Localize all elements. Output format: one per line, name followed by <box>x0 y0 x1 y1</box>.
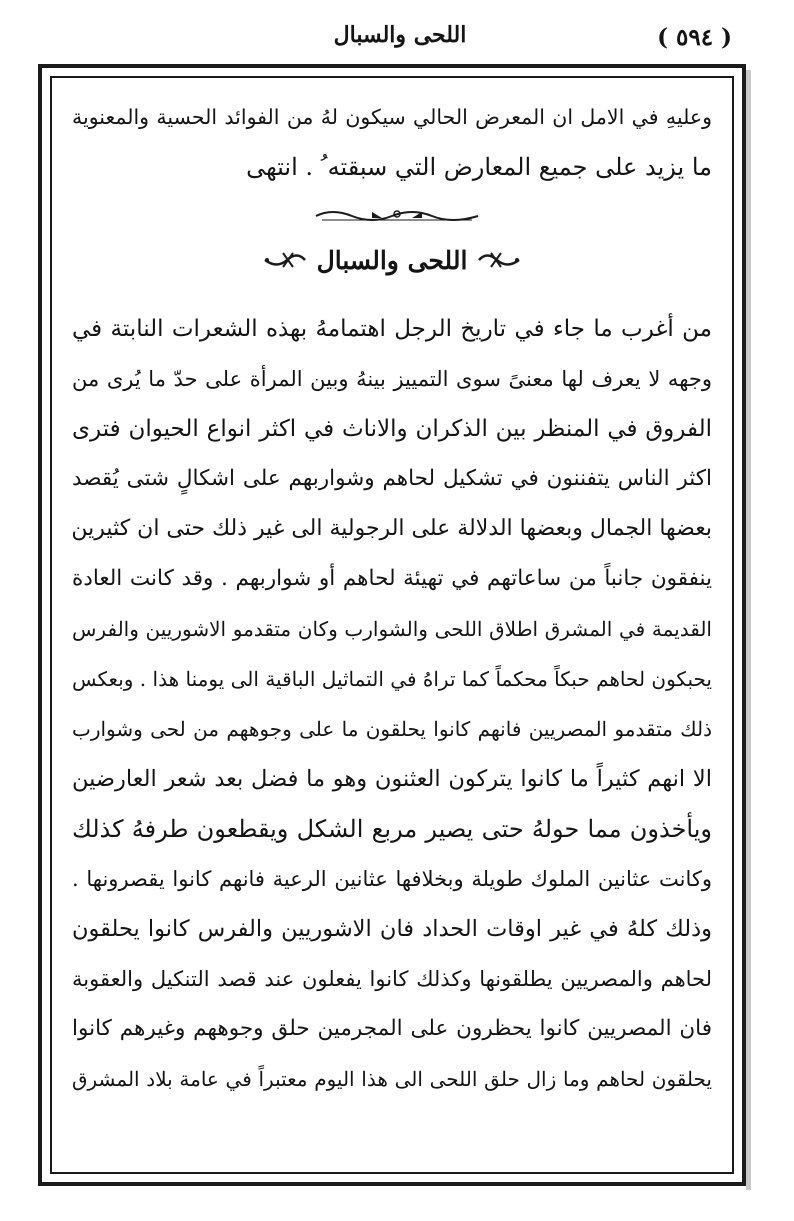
section-heading <box>72 236 712 284</box>
text-line: الفروق في المنظر بين الذكران والاناث في اكثر انواع الحيوان فترى <box>72 416 712 442</box>
flourish-right-icon <box>477 249 521 271</box>
text-line: يحلقون لحاهم وما زال حلق اللحى الى هذا اليوم معتبراً في عامة بلاد المشرق <box>72 1067 712 1091</box>
text-line: ما يزيد على جميع المعارض التي سبقته ُ . انتهى <box>246 153 712 181</box>
text-line: ينفقون جانباً من ساعاتهم في تهيئة لحاهم أو شواربهم . وقد كانت العادة <box>72 566 712 591</box>
running-title: اللحى والسبال <box>333 22 467 48</box>
text-line: لحاهم والمصريين يطلقونها وكذلك كانوا يفعلون عند قصد التنكيل والعقوبة <box>72 967 712 991</box>
text-line: من أغرب ما جاء في تاريخ الرجل اهتمامهُ بهذه الشعرات النابتة في <box>72 316 712 342</box>
text-line: الا انهم كثيراً ما كانوا يتركون العثنون وهو ما فضل بعد شعر العارضين <box>72 766 712 792</box>
running-head <box>60 14 740 58</box>
text-line: القديمة في المشرق اطلاق اللحى والشوارب وكان متقدمو الاشوريين والفرس <box>72 617 712 641</box>
page-number: ( ٥٩٤ ) <box>657 24 732 51</box>
intro-paragraph <box>72 92 712 192</box>
page-edge-shadow <box>746 70 751 1190</box>
ornament-divider-icon <box>312 206 482 226</box>
text-line: وجهه لا يعرف لها معنىً سوى التمييز بينهُ وبين المرأة على حدّ ما يُرى من <box>72 367 712 391</box>
text-line: ويأخذون مما حولهُ حتى يصير مربع الشكل ويقطعون طرفهُ كذلك <box>72 815 712 843</box>
flourish-left-icon <box>263 249 307 271</box>
text-line: وذلك كلهُ في غير اوقات الحداد فان الاشوريين والفرس كانوا يحلقون <box>72 916 712 942</box>
text-line: يحبكون لحاهم حبكاً محكماً كما تراهُ في التماثيل الباقية الى يومنا هذا . وبعكس <box>72 667 712 691</box>
text-line: فان المصريين كانوا يحظرون على المجرمين حلق وجوههم وغيرهم كانوا <box>72 1016 712 1041</box>
section-title: اللحى والسبال <box>316 245 468 275</box>
text-line: وكانت عثانين الملوك طويلة وبخلافها عثانين الرعية فانهم كانوا يقصرونها . <box>72 867 712 891</box>
body-paragraph <box>72 304 712 1104</box>
text-line: ذلك متقدمو المصريين فانهم كانوا يحلقون ما على وجوههم من لحى وشوارب <box>72 717 712 741</box>
text-line: اكثر الناس يتفننون في تشكيل لحاهم وشواربهم على اشكالٍ شتى يُقصد <box>72 466 712 491</box>
text-line: بعضها الجمال وبعضها الدلالة على الرجولية الى غير ذلك حتى ان كثيرين <box>71 516 712 541</box>
text-line: وعليهِ في الامل ان المعرض الحالي سيكون لهُ من الفوائد الحسية والمعنوية <box>72 105 712 129</box>
